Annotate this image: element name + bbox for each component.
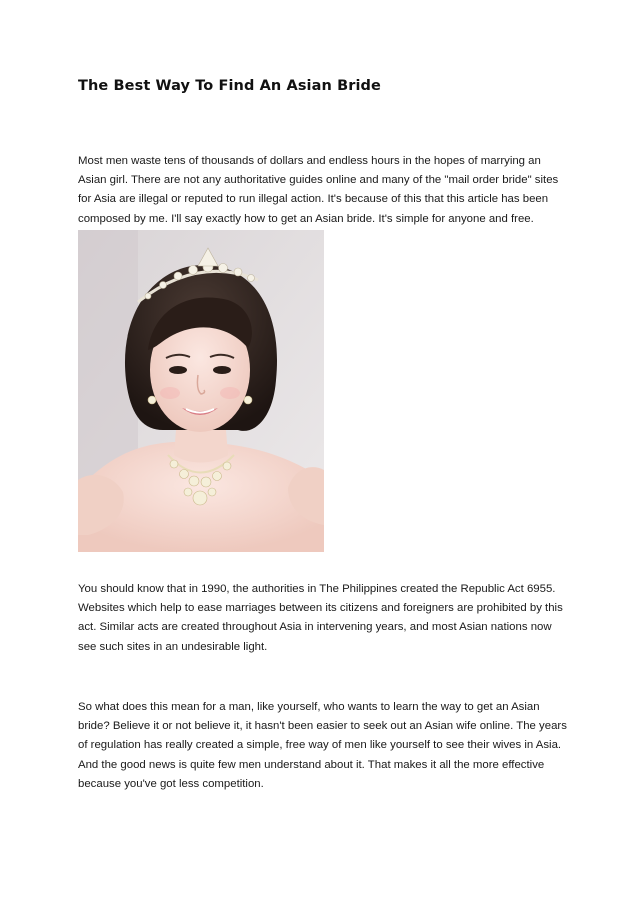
paragraph-what-it-means: So what does this mean for a man, like yourself, who wants to learn the way to get an Asian bride? Believe it or not believe it, it hasn't been easier to seek out an Asian wife online. The years of regulation has really created a simple, free way of men like yourself to see their wives in Asia. And the good news is quite few men understand about it. That makes it all the more effective because you've got less competition. [78, 701, 567, 790]
paragraph-intro: Most men waste tens of thousands of dollars and endless hours in the hopes of marrying an Asian girl. There are not any authoritative guides online and many of the "mail order bride" sites for Asia are illegal or reputed to run illegal action. It's because of this that this article has been composed by me. I'll say exactly how to get an Asian bride. It's simple for anyone and free. [78, 155, 559, 225]
bride-photo [78, 230, 324, 552]
document-title: The Best Way To Find An Asian Bride [78, 78, 381, 94]
paragraph-republic-act: You should know that in 1990, the authorities in The Philippines created the Republic Act 6955. Websites which help to ease marriages between its citizens and foreigners are prohibited by this act. Similar acts are created throughout Asia in intervening years, and most Asian nations now see such sites in an undesirable light. [78, 583, 563, 653]
